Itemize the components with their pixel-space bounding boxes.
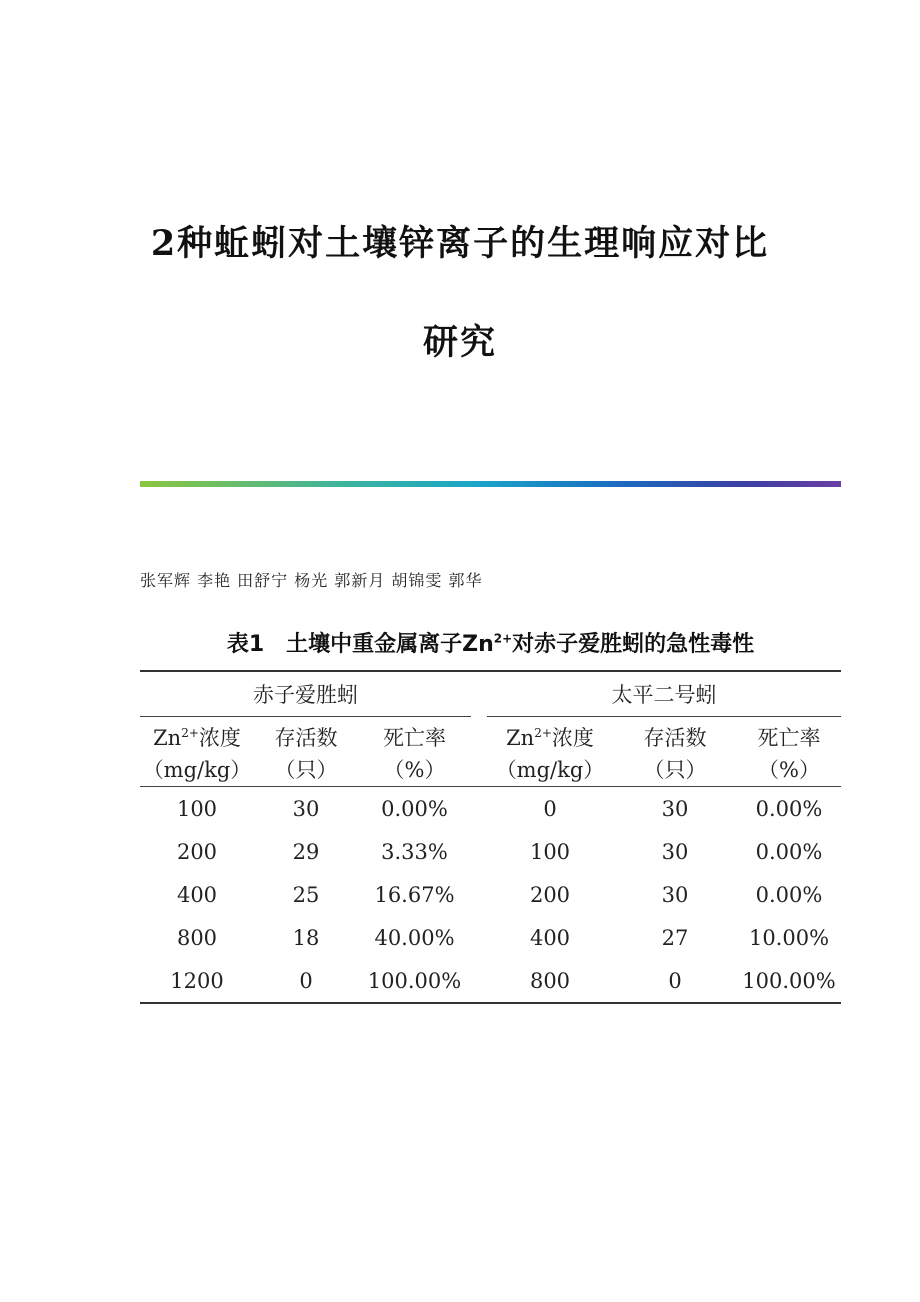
table-cell: 100.00% (737, 959, 841, 1003)
species-header-1: 赤子爱胜蚓 (140, 671, 471, 717)
table-cell: 25 (292, 882, 320, 907)
table-cell: 0 (254, 959, 358, 1003)
table-cell: 1200 (140, 959, 254, 1003)
col-unit-concentration: （mg/kg） (487, 752, 613, 787)
table-cell: 100.00% (358, 959, 471, 1003)
toxicity-table (140, 670, 841, 1004)
table-cell: 30 (661, 796, 689, 821)
table-cell: 200 (529, 882, 571, 907)
col-unit-survival: （只） (613, 752, 737, 787)
table-cell: 18 (292, 925, 320, 950)
table-cell: 3.33% (381, 839, 448, 864)
table-caption (140, 627, 841, 658)
table-cell: 800 (487, 959, 613, 1003)
col-unit-concentration: （mg/kg） (140, 752, 254, 787)
table-row (140, 959, 841, 1003)
table-cell: 100 (529, 839, 571, 864)
table-cell: 30 (661, 882, 689, 907)
table-cell: 400 (529, 925, 571, 950)
table-cell: 400 (176, 882, 218, 907)
table-caption-prefix: 表1 土壤中重金属离子Zn (226, 632, 494, 657)
table-cell: 10.00% (748, 925, 830, 950)
author-list: 张军辉 李艳 田舒宁 杨光 郭新月 胡锦雯 郭华 (140, 571, 483, 590)
table-cell: 27 (661, 925, 689, 950)
col-header-mortality: 死亡率 (383, 726, 446, 750)
table-row (140, 873, 841, 916)
table-caption-suffix: 对赤子爱胜蚓的急性毒性 (512, 632, 755, 657)
table-cell: 800 (176, 925, 218, 950)
col-header-survival: 存活数 (643, 726, 707, 750)
table-cell: 0.00% (381, 796, 448, 821)
col-unit-mortality: （%） (358, 752, 471, 787)
col-header-concentration: $Zn^{2+}$浓度 (153, 726, 241, 750)
table-row (140, 787, 841, 831)
table-cell: 30 (292, 796, 320, 821)
col-unit-survival: （只） (254, 752, 358, 787)
col-unit-mortality: （%） (737, 752, 841, 787)
paper-title-line-2: 研究 (422, 322, 497, 363)
table-cell: 29 (292, 839, 320, 864)
col-header-concentration: $Zn^{2+}$浓度 (506, 726, 594, 750)
paper-title-line-1: 2种蚯蚓对土壤锌离子的生理响应对比 (150, 223, 770, 264)
table-cell: 0.00% (755, 882, 823, 907)
col-header-mortality: 死亡率 (757, 726, 821, 750)
table-cell: 0.00% (755, 839, 823, 864)
species-header-2: 太平二号蚓 (487, 671, 841, 717)
table-cell: 0 (613, 959, 737, 1003)
table-cell: 16.67% (374, 882, 455, 907)
table-cell: 200 (176, 839, 218, 864)
table-row (140, 916, 841, 959)
table-cell: 0 (543, 796, 557, 821)
table-cell: 0.00% (755, 796, 823, 821)
table-cell: 100 (176, 796, 218, 821)
table-cell: 40.00% (374, 925, 455, 950)
table-row (140, 830, 841, 873)
table-caption-superscript: 2+ (493, 631, 513, 646)
gradient-divider (140, 481, 841, 487)
col-header-survival: 存活数 (274, 726, 338, 750)
table-cell: 30 (661, 839, 689, 864)
